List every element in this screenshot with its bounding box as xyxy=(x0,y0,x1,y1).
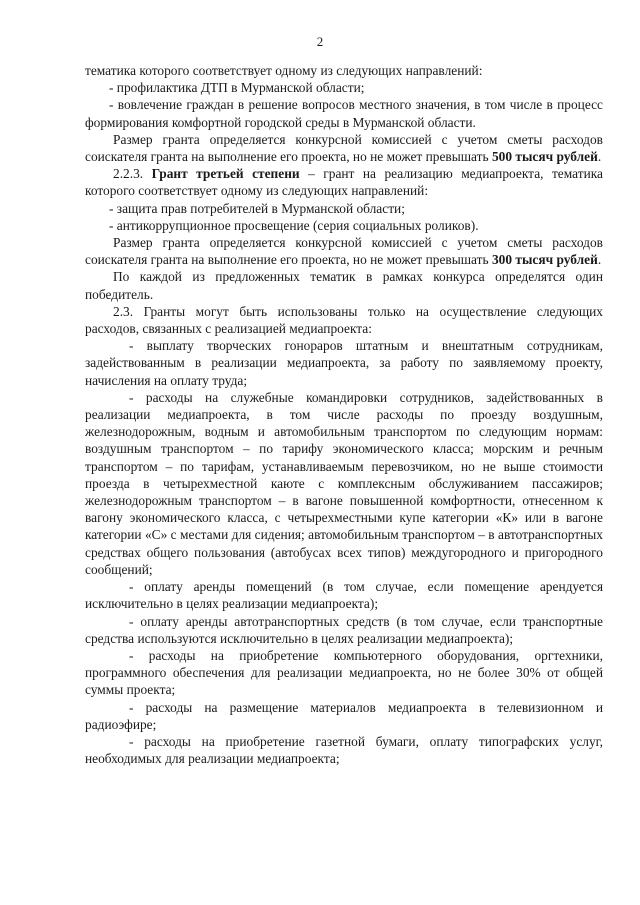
grant-amount: 300 тысяч рублей xyxy=(491,252,598,268)
paragraph-text: Размер гранта определяется конкурсной комиссией с учетом сметы расходов соискателя гранта на выполнение его проекта, но не может превышать xyxy=(85,235,603,268)
expense-item xyxy=(85,699,603,733)
grant-size-paragraph xyxy=(85,131,603,165)
paragraph-text: – грант на реализацию медиапроекта, тематика которого соответствует одному из следующих направлений: xyxy=(85,166,603,199)
paragraph-tail: . xyxy=(597,252,602,268)
expense-item xyxy=(85,647,603,699)
paragraph-text: По каждой из предложенных тематик в рамках конкурса определятся один победитель. xyxy=(85,269,603,302)
paragraph xyxy=(85,303,603,337)
paragraph-text: Размер гранта определяется конкурсной комиссией с учетом сметы расходов соискателя гранта на выполнение его проекта, но не может превышать xyxy=(85,131,603,165)
expense-text: - расходы на приобретение газетной бумаги, оплату типографских услуг, необходимых для реализации медиапроекта; xyxy=(85,733,603,767)
grant-title: Грант третьей степени xyxy=(151,166,300,182)
expense-item xyxy=(85,613,603,647)
expense-item xyxy=(85,578,603,612)
expense-item xyxy=(85,733,603,767)
expense-text: - расходы на служебные командировки сотрудников, задействованных в реализации медиапроекта, в том числе расходы по проезду воздушным, железнодорожным, водным и автомобильным транспортом по следующим нормам: воздушным транспортом – по тарифу экономического класса; морским и речным транспортом – по тарифам, устанавливаемым перевозчиком, но не выше стоимости проезда в четырехместной каюте с комплексным обслуживанием пассажиров; железнодорожным транспортом – в вагоне повышенной комфортности, отнесенном к вагону экономического класса, с четырехместными купе категории «К» или в вагоне категории «С» с местами для сидения; автомобильным транспортом – в автотранспортных средствах общего пользования (автобусах всех типов) междугородного и пригородного сообщений; xyxy=(85,389,603,577)
expense-item xyxy=(85,337,603,389)
paragraph xyxy=(85,268,603,302)
expense-item xyxy=(85,389,603,578)
paragraph-tail: . xyxy=(597,149,602,165)
paragraph-text: тематика которого соответствует одному из следующих направлений: xyxy=(85,63,483,78)
bullet-text: - защита прав потребителей в Мурманской области; xyxy=(109,200,405,216)
expense-text: - оплату аренды помещений (в том случае, если помещение арендуется исключительно в целях реализации медиапроекта); xyxy=(85,579,603,612)
expense-text: - выплату творческих гонораров штатным и внештатным сотрудникам, задействованным в реализации медиапроекта, за работу по заявляемому проекту, начисления на оплату труда; xyxy=(85,338,603,388)
expense-text: - расходы на размещение материалов медиапроекта в телевизионном и радиоэфире; xyxy=(85,699,603,732)
paragraph-intro xyxy=(85,62,603,79)
expense-text: - оплату аренды автотранспортных средств (в том случае, если транспортные средства используются исключительно в целях реализации медиапроекта); xyxy=(85,613,603,646)
section-number: 2.2.3. xyxy=(113,166,152,182)
paragraph-text: 2.3. Гранты могут быть использованы только на осуществление следующих расходов, связанных с реализацией медиапроекта: xyxy=(85,303,603,337)
grant-amount: 500 тысяч рублей xyxy=(491,149,598,165)
grant-title-paragraph xyxy=(85,165,603,199)
document-body xyxy=(85,62,603,767)
grant-size-paragraph xyxy=(85,234,603,268)
page-number: 2 xyxy=(316,34,324,49)
bullet-item xyxy=(85,79,603,96)
bullet-text: - вовлечение граждан в решение вопросов местного значения, в том числе в процесс формирования комфортной городской среды в Мурманской области. xyxy=(85,97,603,130)
bullet-item xyxy=(85,96,603,130)
bullet-text: - профилактика ДТП в Мурманской области; xyxy=(109,80,365,96)
bullet-text: - антикоррупционное просвещение (серия социальных роликов). xyxy=(109,217,479,233)
bullet-item xyxy=(85,217,603,234)
expense-text: - расходы на приобретение компьютерного оборудования, оргтехники, программного обеспечения для реализации медиапроекта, но не более 30% от общей суммы проекта; xyxy=(85,647,603,698)
bullet-item xyxy=(85,200,603,217)
